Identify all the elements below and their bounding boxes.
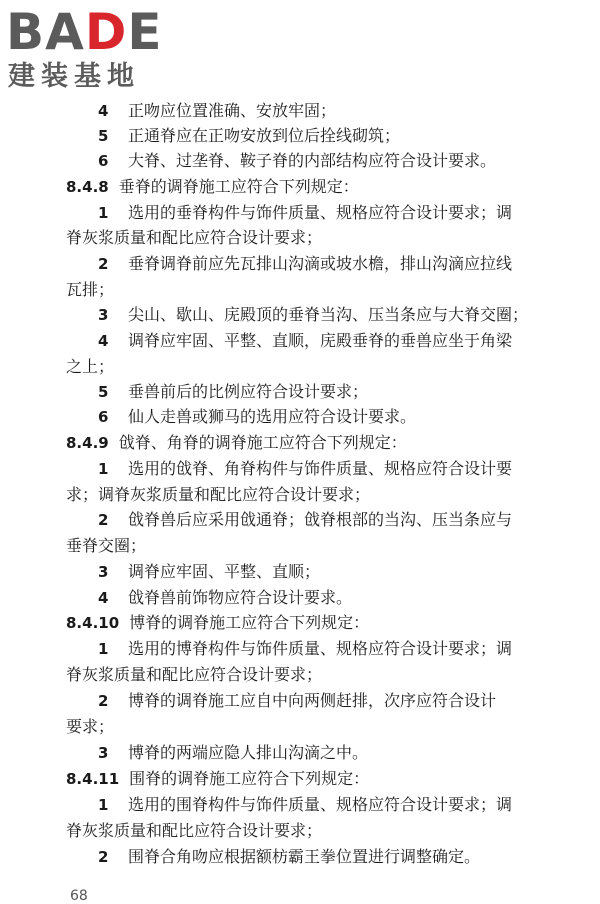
list-item-continuation: 脊灰浆质量和配比应符合设计要求；: [66, 665, 323, 684]
logo-letter-e: E: [127, 3, 163, 61]
list-item: 3 博脊的两端应隐人排山沟滴之中。: [98, 743, 369, 762]
page-number: 68: [70, 888, 88, 904]
list-item: 3 尖山、歇山、庑殿顶的垂脊当沟、压当条应与大脊交圈；: [98, 305, 529, 324]
list-item-continuation: 瓦排；: [66, 280, 115, 299]
list-item-continuation: 脊灰浆质量和配比应符合设计要求；: [66, 821, 323, 840]
logo-wordmark: [6, 4, 162, 60]
list-item: 6 大脊、过垄脊、鞍子脊的内部结构应符合设计要求。: [98, 151, 497, 170]
list-item: 6 仙人走兽或狮马的选用应符合设计要求。: [98, 407, 417, 426]
section-heading: 8.4.10 博脊的调脊施工应符合下列规定：: [66, 613, 370, 632]
section-heading: 8.4.9 戗脊、角脊的调脊施工应符合下列规定：: [66, 433, 407, 452]
section-heading: 8.4.8 垂脊的调脊施工应符合下列规定：: [66, 177, 359, 196]
list-item: 3 调脊应牢固、平整、直顺；: [98, 562, 321, 581]
logo-subtitle: 建装基地: [8, 61, 140, 92]
logo-letter-d: D: [84, 3, 128, 61]
list-item: 1 选用的戗脊、角脊构件与饰件质量、规格应符合设计要: [98, 459, 513, 478]
list-item: 2 围脊合角吻应根据额枋霸王拳位置进行调整确定。: [98, 847, 481, 866]
list-item: 2 戗脊兽后应采用戗通脊；戗脊根部的当沟、压当条应与: [98, 510, 513, 529]
list-item: 4 正吻应位置准确、安放牢固；: [98, 101, 337, 120]
list-item-continuation: 之上；: [66, 357, 115, 376]
list-item: 2 博脊的调脊施工应自中向两侧赶排，次序应符合设计: [98, 691, 497, 710]
list-item: 1 选用的垂脊构件与饰件质量、规格应符合设计要求；调: [98, 203, 513, 222]
list-item-continuation: 脊灰浆质量和配比应符合设计要求；: [66, 228, 323, 247]
list-item: 2 垂脊调脊前应先瓦排山沟滴或坡水檐，排山沟滴应拉线: [98, 254, 513, 273]
list-item: 5 垂兽前后的比例应符合设计要求；: [98, 382, 369, 401]
list-item-continuation: 垂脊交圈；: [66, 536, 147, 555]
logo-letters-ba: BA: [6, 3, 85, 61]
list-item-continuation: 求；调脊灰浆质量和配比应符合设计要求；: [66, 485, 371, 504]
list-item: 4 调脊应牢固、平整、直顺，庑殿垂脊的垂兽应坐于角梁: [98, 331, 513, 350]
list-item: 1 选用的博脊构件与饰件质量、规格应符合设计要求；调: [98, 639, 513, 658]
list-item: 4 戗脊兽前饰物应符合设计要求。: [98, 588, 353, 607]
list-item: 1 选用的围脊构件与饰件质量、规格应符合设计要求；调: [98, 795, 513, 814]
section-heading: 8.4.11 围脊的调脊施工应符合下列规定：: [66, 769, 370, 788]
logo: [6, 4, 176, 96]
list-item: 5 正通脊应在正吻安放到位后拴线砌筑；: [98, 126, 401, 145]
list-item-continuation: 要求；: [66, 717, 115, 736]
